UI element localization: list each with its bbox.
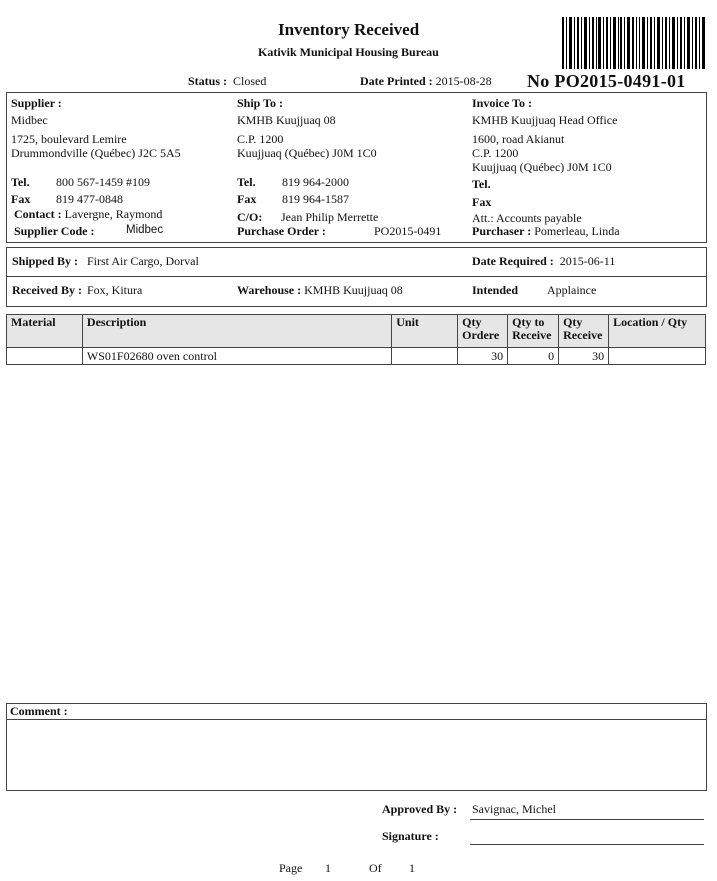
signature-label: Signature : [382,829,439,843]
cell-material [7,348,83,365]
invoice-to-attention: Att.: Accounts payable [472,211,582,225]
approved-by-underline [470,819,704,820]
comment-box [6,703,707,791]
signature-line [470,844,704,845]
intended-value: Applaince [547,283,597,297]
supplier-code: Midbec [126,224,164,236]
approved-by-value: Savignac, Michel [472,802,556,816]
barcode-image [562,17,706,69]
shipped-by-value: First Air Cargo, Dorval [87,254,199,268]
date-required-row [472,254,615,269]
status-row [188,74,266,89]
status-label: Status : [188,74,228,88]
purchase-order-value: PO2015-0491 [374,224,442,238]
header-description: Description [82,315,391,348]
items-table [6,314,706,365]
ship-to-fax-label: Fax [237,192,257,206]
invoice-to-fax-label: Fax [472,195,492,209]
cell-qty-to-receive: 0 [508,348,559,365]
organization-name: Kativik Municipal Housing Bureau [258,45,439,59]
ship-to-name: KMHB Kuujjuaq 08 [237,113,336,127]
ship-to-address-line1: C.P. 1200 [237,132,284,146]
date-printed-row [360,74,492,89]
ship-to-co: Jean Philip Merrette [281,210,379,224]
approved-by-label: Approved By : [382,802,458,816]
comment-label: Comment : [10,704,68,718]
cell-qty-ordered: 30 [458,348,508,365]
ship-to-address-line2: Kuujjuaq (Québec) J0M 1C0 [237,146,377,160]
date-printed-value: 2015-08-28 [435,74,492,88]
page-number: 1 [325,861,331,875]
header-unit: Unit [392,315,458,348]
ship-to-co-label: C/O: [237,210,263,224]
supplier-fax-label: Fax [11,192,31,206]
supplier-address-line1: 1725, boulevard Lemire [11,132,127,146]
header-qty-ordered: Qty Ordere [458,315,508,348]
supplier-tel: 800 567-1459 #109 [56,175,150,189]
warehouse-value: KMHB Kuujjuaq 08 [304,283,403,297]
supplier-label: Supplier : [11,96,62,110]
header-qty-received: Qty Receive [559,315,609,348]
supplier-code-label: Supplier Code : [14,224,95,238]
supplier-contact-row [14,207,162,222]
shipped-by-label: Shipped By : [12,254,79,268]
invoice-to-label: Invoice To : [472,96,533,110]
page-label: Page [279,861,303,875]
header-qty-to-receive: Qty to Receive [508,315,559,348]
barcode [562,17,706,69]
ship-to-fax: 819 964-1587 [282,192,349,206]
status-value: Closed [233,74,267,88]
page-total: 1 [409,861,415,875]
ship-to-tel: 819 964-2000 [282,175,349,189]
supplier-contact-label: Contact : [14,207,62,221]
table-row [7,348,706,365]
date-required-value: 2015-06-11 [559,254,616,268]
warehouse-row [237,283,403,298]
supplier-tel-label: Tel. [11,175,30,189]
ship-to-tel-label: Tel. [237,175,256,189]
supplier-contact: Lavergne, Raymond [64,207,163,221]
invoice-to-tel-label: Tel. [472,177,491,191]
supplier-address-line2: Drummondville (Québec) J2C 5A5 [11,146,181,160]
header-location: Location / Qty [609,315,706,348]
purchaser-value: Pomerleau, Linda [534,224,620,238]
po-number: No PO2015-0491-01 [527,71,686,91]
invoice-to-address-line3: Kuujjuaq (Québec) J0M 1C0 [472,160,612,174]
header-material: Material [7,315,83,348]
table-header-row [7,315,706,348]
received-by-value: Fox, Kitura [87,283,143,297]
purchaser-label: Purchaser : [472,224,532,238]
cell-location [609,348,706,365]
supplier-fax: 819 477-0848 [56,192,123,206]
supplier-name: Midbec [11,113,48,127]
document-title: Inventory Received [278,20,420,39]
comment-divider [6,719,707,720]
purchaser-row [472,224,620,239]
ship-to-label: Ship To : [237,96,284,110]
intended-label: Intended [472,283,519,297]
warehouse-label: Warehouse : [237,283,302,297]
received-by-label: Received By : [12,283,82,297]
invoice-to-address-line2: C.P. 1200 [472,146,519,160]
of-label: Of [369,861,382,875]
date-required-label: Date Required : [472,254,554,268]
cell-qty-received: 30 [559,348,609,365]
shipping-divider [6,276,707,277]
invoice-to-name: KMHB Kuujjuaq Head Office [472,113,618,127]
invoice-to-address-line1: 1600, road Akianut [472,132,565,146]
date-printed-label: Date Printed : [360,74,433,88]
cell-description: WS01F02680 oven control [82,348,391,365]
purchase-order-label: Purchase Order : [237,224,326,238]
cell-unit [392,348,458,365]
